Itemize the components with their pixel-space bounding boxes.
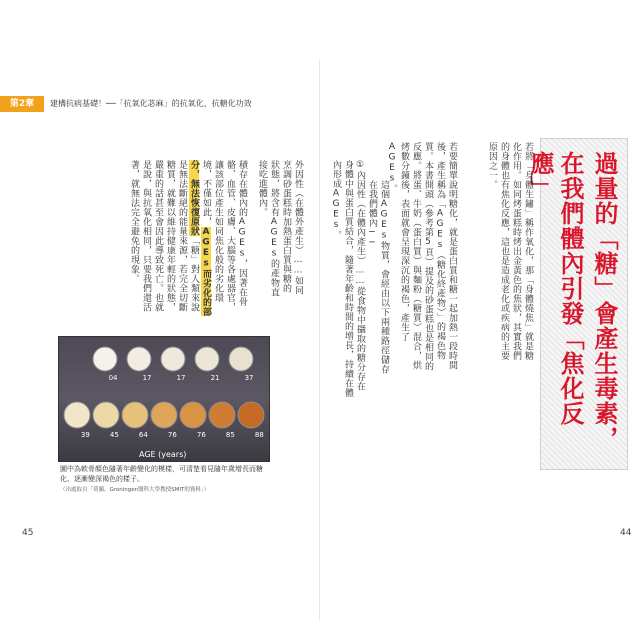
age-axis-label: AGE (years) bbox=[139, 450, 187, 459]
sample-dish-row2-4 bbox=[180, 402, 206, 428]
chapter-badge: 第2章 bbox=[0, 96, 44, 112]
sample-dish-row1-1 bbox=[127, 347, 151, 371]
chapter-header bbox=[0, 96, 320, 112]
sample-dish-row2-2-label: 64 bbox=[138, 431, 148, 439]
photo-caption: 圖中為軟骨顏色隨著年齡變化的模樣，可清楚看見隨年歲增長而糖化、逐漸變深褐色的樣子。 bbox=[60, 465, 263, 483]
cartilage-photo bbox=[58, 336, 270, 462]
sample-dish-row2-6 bbox=[238, 402, 264, 428]
page-number-left: 45 bbox=[22, 528, 34, 538]
sample-dish-row2-0-label: 39 bbox=[80, 431, 90, 439]
chapter-header-title: 建構抗病基礎！──「抗氧化苾麻」的抗氧化、抗糖化功效 bbox=[50, 99, 252, 108]
page-number-right: 44 bbox=[620, 528, 632, 538]
right-page bbox=[320, 0, 640, 640]
sample-dish-row2-5-label: 85 bbox=[225, 431, 235, 439]
sample-dish-row2-4-label: 76 bbox=[196, 431, 206, 439]
sample-dish-row1-1-label: 17 bbox=[142, 374, 152, 382]
sample-dish-row1-0 bbox=[93, 347, 117, 371]
cartilage-samples-graphic bbox=[59, 337, 269, 461]
highlighted-statement: AGEs而劣化的部分，無法恢復原狀 bbox=[189, 160, 211, 316]
sample-dish-row1-3 bbox=[195, 347, 219, 371]
sample-dish-row1-2 bbox=[161, 347, 185, 371]
sample-dish-row2-3-label: 76 bbox=[167, 431, 177, 439]
title-box bbox=[526, 138, 628, 470]
sample-dish-row1-3-label: 21 bbox=[210, 374, 220, 382]
title-line-1: 過量的「糖」會產生毒素， bbox=[590, 151, 618, 451]
sample-dish-row2-0 bbox=[64, 402, 90, 428]
intro-text-body: 積存在體內的AGEs，因著在骨骼、血管、皮膚、大腦等各處器官，讓該部位產生如同焦化般的劣化環境，不僅如此， bbox=[201, 160, 247, 312]
sample-dish-row2-1 bbox=[93, 402, 119, 428]
internal-cause-text: ①內因性（在體內產生）……從食物中攝取的糖分存在身體中與蛋白質結合，隨著年齡和時間的增長，持續在體內形成AGEs。 bbox=[331, 160, 365, 398]
after-highlight-text: 「糖」對人類來說是無法斷絕的能量來源，若完全切斷糖質，就難以維持健康年輕的狀態，嚴重的話甚至會因此導致死亡。也就是說，與抗氧化相同，只要我們還活著，就無法完全避免的現象。 bbox=[129, 160, 199, 312]
sample-dish-row1-4 bbox=[229, 347, 253, 371]
sample-dish-row1-0-label: 04 bbox=[108, 374, 118, 382]
external-cause-text: 外因性（在體外產生）……如同烹調砂蛋糕時加熱蛋白質與糖的狀態，將含有AGEs的產物直接吃進體內。 bbox=[257, 160, 303, 297]
paragraph-1: 若將「身體生鏽」稱作氧化，那「身體燒焦」就是糖化作用。如同烤蛋糕時烤出金黃色的焦狀，其實我們的身體也有焦化反應，這也是造成老化或疾病的主要原因之一。 bbox=[487, 142, 533, 361]
sample-dish-row2-1-label: 45 bbox=[109, 431, 119, 439]
sample-dish-row2-3 bbox=[151, 402, 177, 428]
sample-dish-row2-2 bbox=[122, 402, 148, 428]
photo-source: （出處取自「荷蘭，Groningen醫科大學教授SMIT的資料」） bbox=[60, 487, 210, 493]
sample-dish-row1-2-label: 17 bbox=[176, 374, 186, 382]
sample-dish-row2-5 bbox=[209, 402, 235, 428]
paragraph-2: 若要簡單說明糖化，就是蛋白質和糖一起加熱一段時間後，產生稱為「AGEs（糖化終產物）」的褐色物質。本書開頭（參考第5頁）提及的砂蛋糕也是相同的反應。將蛋、牛奶（蛋白質）與麵粉（糖質）混合，烘烤數分鐘後，表面就會呈現深沉的褐色，產生了AGEs。 bbox=[387, 142, 457, 371]
title-line-2: 在我們體內引發「焦化反應」 bbox=[526, 151, 584, 426]
intro-text bbox=[129, 160, 248, 320]
sample-dish-row2-6-label: 88 bbox=[254, 431, 264, 439]
sample-dish-row1-4-label: 37 bbox=[244, 374, 254, 382]
paragraph-3: 這個AGEs物質，會經由以下兩種路徑儲存在我們體內── bbox=[367, 180, 389, 374]
